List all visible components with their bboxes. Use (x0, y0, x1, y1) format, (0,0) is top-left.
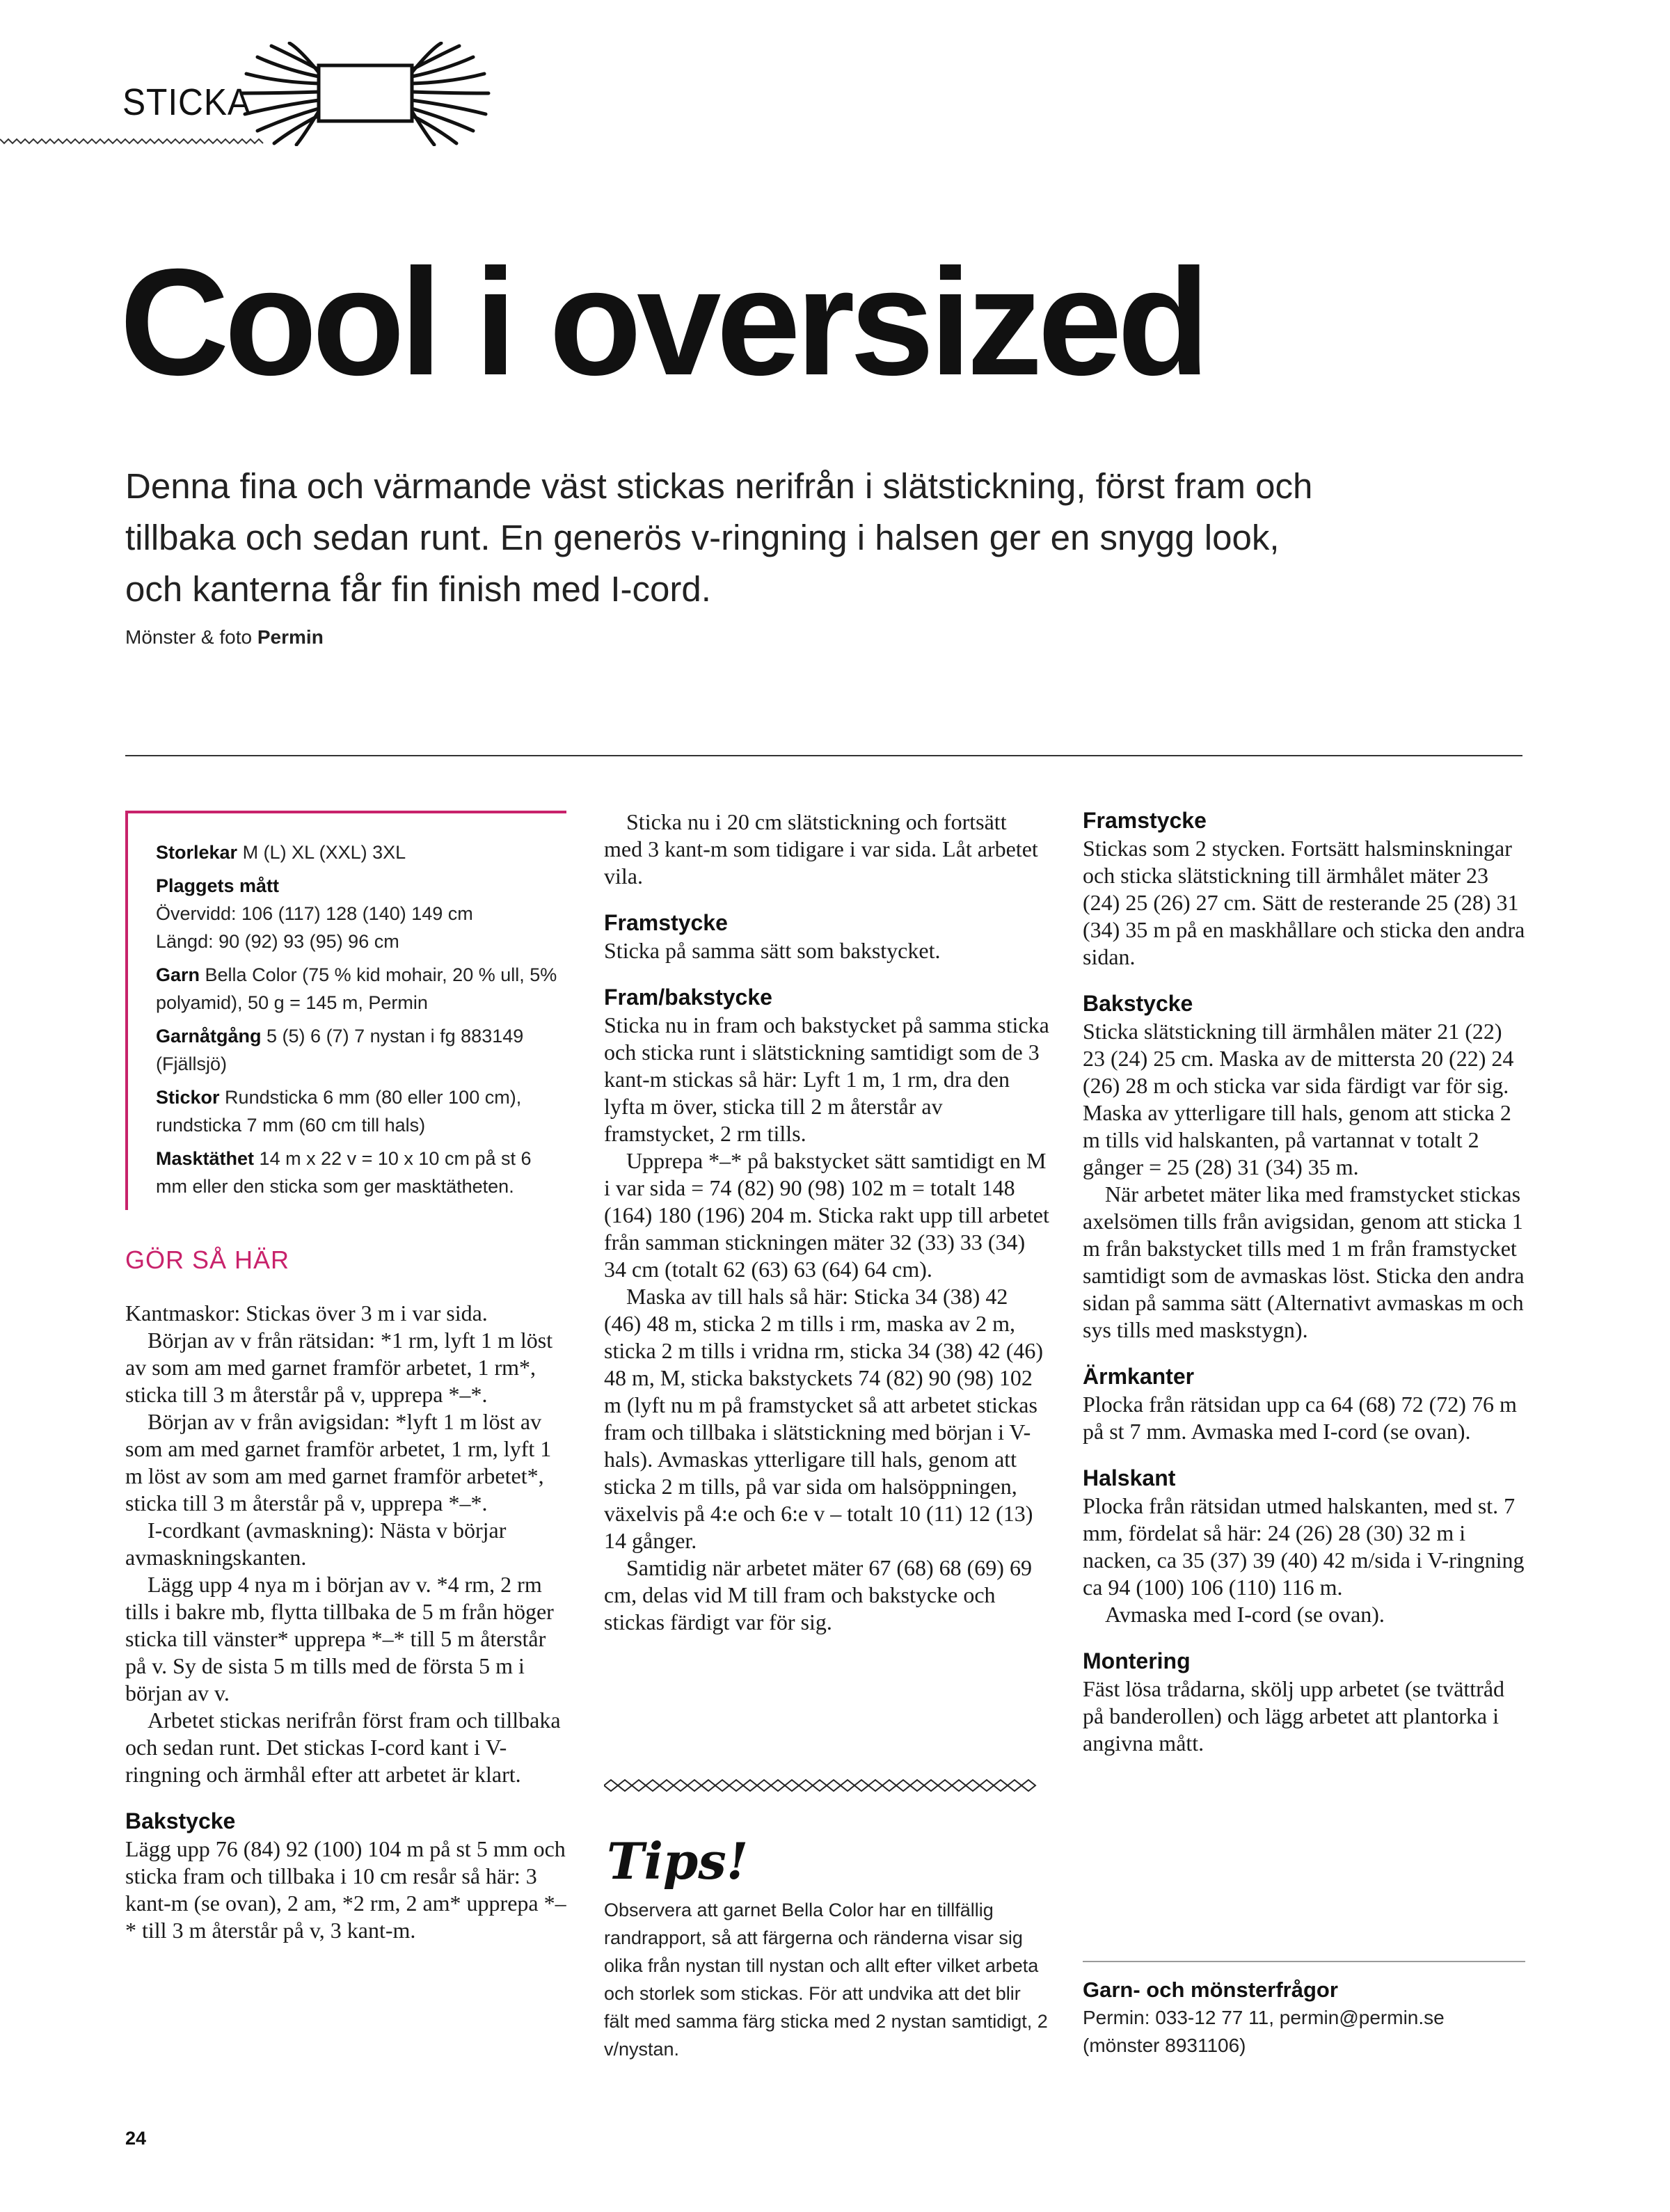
column-2 (604, 809, 1049, 1636)
credit-name: Permin (257, 626, 324, 648)
divider (125, 755, 1522, 756)
sleeve-edges-heading: Ärmkanter (1083, 1364, 1195, 1389)
info-gauge-value: 14 m x 22 v = 10 x 10 cm på st 6 mm eller den sticka som ger masktätheten. (156, 1148, 532, 1197)
front-text: Sticka på samma sätt som bakstycket. (604, 938, 941, 963)
column-1 (125, 1300, 571, 1944)
howto-heading: GÖR SÅ HÄR (125, 1246, 290, 1274)
frontback-text: Maska av till hals så här: Sticka 34 (38) 42 (46) 48 m, sticka 2 m tills i rm, maska av 2 m, sticka 2 m tills i vridna rm, sticka 34 (38) 42 (46) 48 m, M, sticka bakstyckets 74 (82) 90 (98) 102 m (lyft nu m på framstycket så att arbetet stickas fram och tillbaka i slätstickning med början i V-hals). Avmaskas ytterligare till hals, genom att sticka 2 m tills, på var sida om halsöppningen, växelvis på 4:e och 6:e v – totalt 10 (11) 12 (13) 14 gånger. (604, 1284, 1043, 1553)
frontback-text: Sticka nu in fram och bakstycket på samma sticka och sticka runt i slätstickning samtidigt som de 3 kant-m stickas så här: Lyft 1 m, 1 rm, dra den lyfta m över, sticka till 2 m återstår av framstycket, 2 rm tills. (604, 1012, 1049, 1146)
contact-line: Permin: 033-12 77 11, permin@permin.se (1083, 2007, 1445, 2028)
info-yarn-amount (156, 1022, 559, 1078)
info-yarn-label: Garn (156, 964, 200, 985)
info-needles-label: Stickor (156, 1087, 220, 1108)
frontback-heading: Fram/bakstycke (604, 985, 772, 1010)
tips-heading (604, 1823, 757, 1900)
info-needles (156, 1083, 559, 1139)
neck-edge-text: Plocka från rätsidan utmed halskanten, med st. 7 mm, fördelat så här: 24 (26) 28 (30) 32 m i nacken, ca 35 (37) 39 (40) 42 m/sida i V-ringning ca 94 (100) 106 (110) 116 m. (1083, 1493, 1525, 1600)
neck-edge-heading: Halskant (1083, 1465, 1176, 1490)
col1-paragraph: Början av v från avigsidan: *lyft 1 m löst av som am med garnet framför arbetet, 1 rm, lyft 1 m löst av som am med garnet framför arbetet*, sticka till 3 m återstår på v, upprepa *–*. (125, 1409, 552, 1515)
front-heading: Framstycke (604, 910, 728, 935)
back-heading: Bakstycke (125, 1808, 236, 1833)
contact-heading: Garn- och mönsterfrågor (1083, 1978, 1338, 2002)
col1-paragraph: Lägg upp 4 nya m i början av v. *4 rm, 2 rm tills i bakre mb, flytta tillbaka de 5 m från höger sticka till vänster* upprepa *–* till 5 m återstår på v. Sy de sista 5 m tills med de första 5 m i början av v. (125, 1572, 554, 1705)
section-label: STICKA (122, 81, 251, 123)
neck-edge-text: Avmaska med I-cord (se ovan). (1105, 1602, 1385, 1627)
tips-heading-text: Tips! (607, 1831, 749, 1891)
zigzag-rule (0, 136, 264, 146)
intro-paragraph: Denna fina och värmande väst stickas nerifrån i slätstickning, först fram och tillbaka och sedan runt. En generös v-ringning i halsen ger en snygg look, och kanterna får fin finish med I-cord. (125, 466, 1313, 609)
contact-box (1083, 1976, 1528, 2060)
assembly-heading: Montering (1083, 1648, 1191, 1673)
back-piece-heading: Bakstycke (1083, 991, 1193, 1016)
info-gauge-label: Masktäthet (156, 1148, 255, 1169)
credit-prefix: Mönster & foto (125, 626, 257, 648)
info-gauge (156, 1145, 559, 1200)
front-pieces-text: Stickas som 2 stycken. Fortsätt halsminskningar och sticka slätstickning till ärmhålet mäter 23 (24) 25 (26) 27 cm. Sätt de resterande 25 (28) 31 (34) 35 m på en maskhållare och sticka den andra sidan. (1083, 836, 1525, 969)
info-sizes-value: M (L) XL (XXL) 3XL (237, 842, 406, 863)
info-sizes (156, 838, 559, 866)
info-needles-value: Rundsticka 6 mm (80 eller 100 cm), rundsticka 7 mm (60 cm till hals) (156, 1087, 522, 1136)
info-yarn-amount-label: Garnåtgång (156, 1026, 262, 1047)
frontback-text: Samtidig när arbetet mäter 67 (68) 68 (69) 69 cm, delas vid M till fram och bakstycke och stickas färdigt var för sig. (604, 1555, 1032, 1634)
assembly-text: Fäst lösa trådarna, skölj upp arbetet (se tvättråd på banderollen) och lägg arbetet att plantorka i angivna mått. (1083, 1676, 1505, 1756)
info-sizes-label: Storlekar (156, 842, 238, 863)
col1-paragraph: Början av v från rätsidan: *1 rm, lyft 1 m löst av som am med garnet framför arbetet, 1 rm*, sticka till 3 m återstår på v, upprepa *–*. (125, 1328, 553, 1407)
info-measures-label: Plaggets mått (156, 875, 280, 896)
footer-divider (1083, 1961, 1525, 1962)
col1-paragraph: Arbetet stickas nerifrån först fram och tillbaka och sedan runt. Det stickas I-cord kant i V-ringning och ärmhål efter att arbetet är klart. (125, 1708, 561, 1787)
back-piece-text: Sticka slätstickning till ärmhålen mäter 21 (22) 23 (24) 25 cm. Maska av de mittersta 20 (22) 24 (26) 28 m och sticka var sida färdigt var för sig. Maska av ytterligare till hals, genom att sticka 2 m tills vid halskanten, på vartannat v totalt 2 gånger = 25 (28) 31 (34) 35 m. (1083, 1019, 1514, 1179)
page-title: Cool i oversized (120, 238, 1205, 407)
materials-info-box (125, 811, 566, 1210)
col2-paragraph: Sticka nu i 20 cm slätstickning och fortsätt med 3 kant-m som tidigare i var sida. Låt arbetet vila. (604, 809, 1038, 889)
credit-line (125, 626, 324, 649)
page-number: 24 (125, 2128, 147, 2149)
info-yarn-value: Bella Color (75 % kid mohair, 20 % ull, 5% polyamid), 50 g = 145 m, Permin (156, 964, 557, 1013)
diamond-divider (604, 1779, 1041, 1792)
sleeve-edges-text: Plocka från rätsidan upp ca 64 (68) 72 (72) 76 m på st 7 mm. Avmaska med I-cord (se ovan). (1083, 1392, 1517, 1444)
tips-text: Observera att garnet Bella Color har en tillfällig randrapport, så att färgerna och ränderna visar sig olika från nystan till nystan och allt efter vilket arbeta och storlek som stickas. För att undvika att det blir fält med samma färg sticka med 2 nystan samtidigt, 2 v/nystan. (604, 1900, 1048, 2060)
back-piece-text: När arbetet mäter lika med framstycket stickas axelsömen tills från avigsidan, genom att sticka 1 m från bakstycket tills med 1 m från framstycket samtidigt som de avmaskas löst. Sticka den andra sidan på samma sätt (Alternativt avmaskas m och sys tills med maskstygn). (1083, 1181, 1525, 1342)
col1-paragraph: Kantmaskor: Stickas över 3 m i var sida. (125, 1300, 488, 1326)
info-yarn (156, 961, 559, 1017)
front-pieces-heading: Framstycke (1083, 808, 1207, 833)
back-text: Lägg upp 76 (84) 92 (100) 104 m på st 5 mm och sticka fram och tillbaka i 10 cm resår så här: 3 kant-m (se ovan), 2 am, *2 rm, 2 am* upprepa *–* till 3 m återstår på v, 3 kant-m. (125, 1836, 566, 1943)
info-measures (156, 872, 559, 955)
pattern-number: (mönster 8931106) (1083, 2035, 1246, 2056)
yarn-skein-illustration (237, 42, 494, 146)
column-3 (1083, 806, 1528, 1757)
frontback-text: Upprepa *–* på bakstycket sätt samtidigt en M i var sida = 74 (82) 90 (98) 102 m = totalt 148 (164) 180 (196) 204 m. Sticka rakt upp till arbetet från samman stickningen mäter 32 (33) 33 (34) 34 cm (totalt 62 (63) 63 (64) 64 cm). (604, 1148, 1049, 1282)
info-measures-line2: Längd: 90 (92) 93 (95) 96 cm (156, 931, 399, 952)
info-yarn-amount-value: 5 (5) 6 (7) 7 nystan i fg 883149 (Fjällsjö) (156, 1026, 524, 1074)
col1-paragraph: I-cordkant (avmaskning): Nästa v börjar avmaskningskanten. (125, 1518, 507, 1570)
info-measures-line1: Övervidd: 106 (117) 128 (140) 149 cm (156, 903, 473, 924)
